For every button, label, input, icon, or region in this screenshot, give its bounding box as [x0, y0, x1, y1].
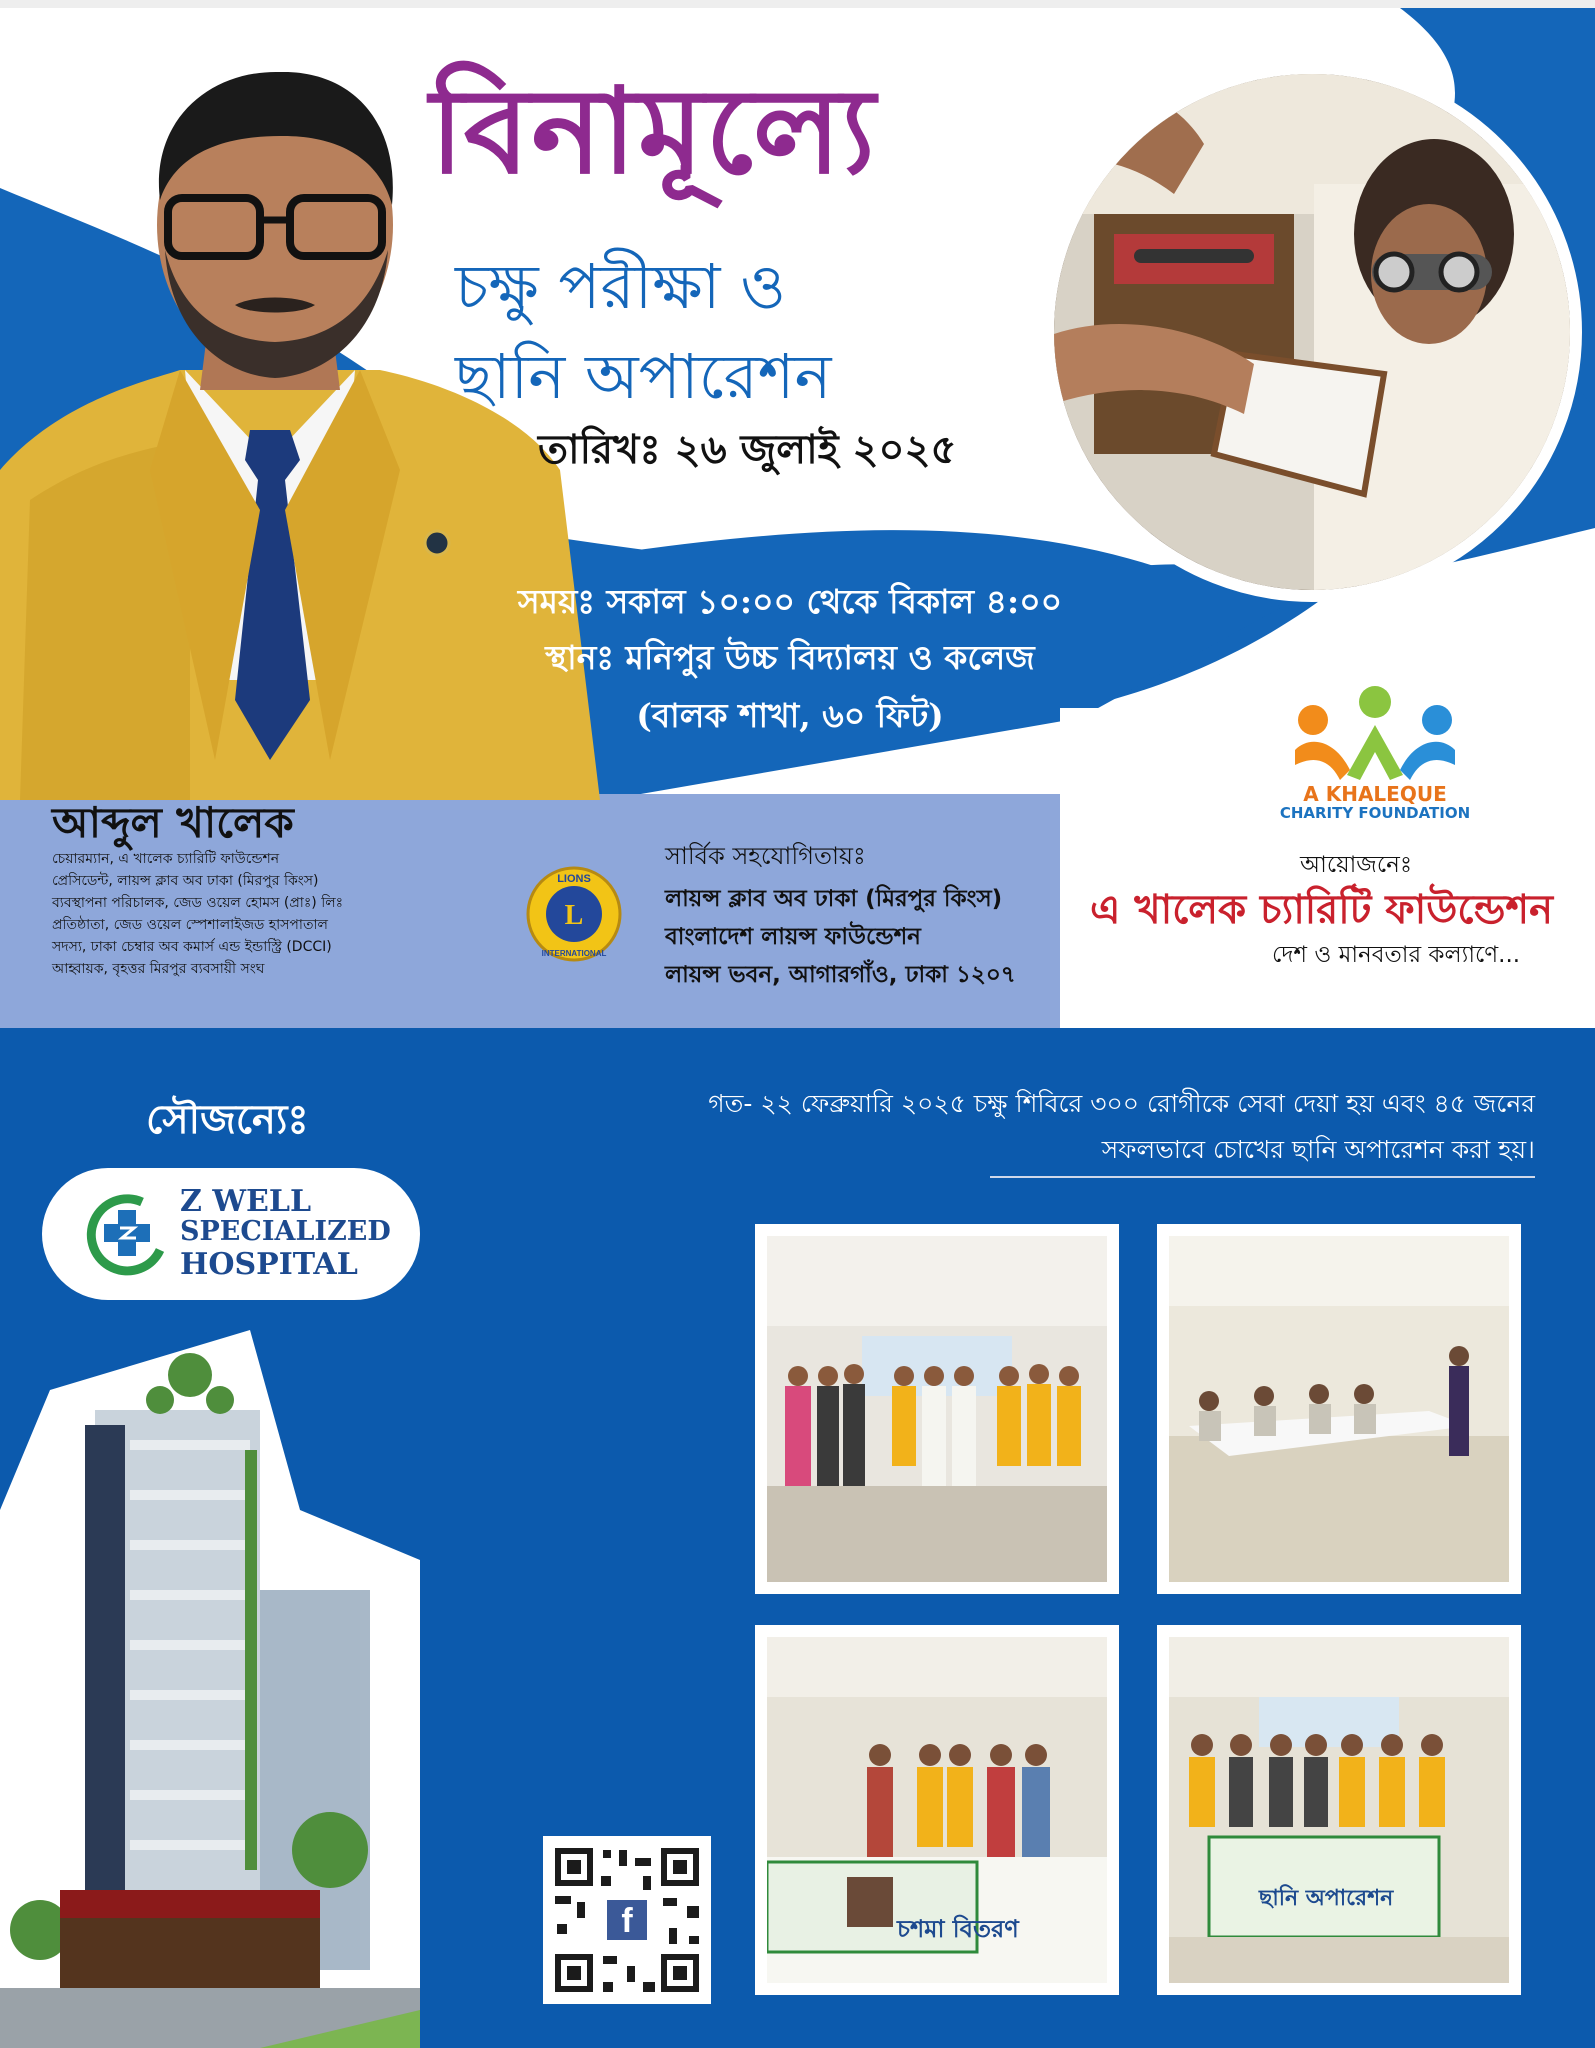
eye-exam-illustration: [1054, 74, 1570, 590]
charity-logo-line1: A KHALEQUE: [1303, 782, 1447, 806]
organizer-label: আয়োজনেঃ: [1300, 852, 1413, 878]
svg-text:LIONS: LIONS: [557, 873, 591, 885]
person-title-5: সদস্য, ঢাকা চেম্বার অব কমার্স এন্ড ইন্ডাস্ট্রি (DCCI): [52, 939, 332, 955]
top-strip: [0, 0, 1595, 8]
lions-international-logo: [522, 862, 626, 966]
support-line-3: লায়ন্স ভবন, আগারগাঁও, ঢাকা ১২০৭: [665, 962, 1016, 988]
hospital-name-line1: Z WELL: [180, 1184, 312, 1219]
svg-text:ছানি অপারেশন: ছানি অপারেশন: [1259, 1885, 1394, 1911]
event-date: তারিখঃ ২৬ জুলাই ২০২৫: [538, 426, 957, 473]
glasses-distribution-illustration: [767, 1637, 1107, 1983]
svg-text:L: L: [564, 900, 584, 931]
person-title-6: আহ্বায়ক, বৃহত্তর মিরপুর ব্যবসায়ী সংঘ: [52, 961, 265, 977]
group-photo-illustration: [767, 1236, 1107, 1582]
charity-logo-line2: CHARITY FOUNDATION: [1279, 804, 1471, 822]
hospital-logo-icon: [82, 1188, 172, 1278]
qr-code-icon[interactable]: [543, 1836, 711, 2004]
svg-text:f: f: [621, 1902, 633, 1940]
ward-photo-illustration: [1169, 1236, 1509, 1582]
svg-text:চশমা বিতরণ: চশমা বিতরণ: [897, 1914, 1019, 1943]
person-title-4: প্রতিষ্ঠাতা, জেড ওয়েল স্পেশালাইজড হাসপাতাল: [52, 917, 328, 933]
person-title-1: চেয়ারম্যান, এ খালেক চ্যারিটি ফাউন্ডেশন: [52, 851, 280, 867]
svg-text:INTERNATIONAL: INTERNATIONAL: [541, 949, 607, 958]
main-title: বিনামূল্যে: [430, 61, 878, 200]
organizer-motto: দেশ ও মানবতার কল্যাণে...: [1272, 942, 1521, 968]
hospital-name-line2: SPECIALIZED: [180, 1216, 391, 1247]
event-photo-2: [1157, 1224, 1521, 1594]
subtitle-cataract: ছানি অপারেশন: [455, 340, 832, 413]
event-photo-1: [755, 1224, 1119, 1594]
hospital-name-line3: HOSPITAL: [180, 1247, 358, 1282]
person-title-2: প্রেসিডেন্ট, লায়ন্স ক্লাব অব ঢাকা (মিরপুর কিংস): [52, 873, 319, 889]
cataract-team-illustration: [1169, 1637, 1509, 1983]
stats-line-1: গত- ২২ ফেব্রুয়ারি ২০২৫ চক্ষু শিবিরে ৩০০ রোগীকে সেবা দেয়া হয় এবং ৪৫ জনের: [708, 1089, 1535, 1118]
subtitle-eye-test: চক্ষু পরীক্ষা ও: [455, 250, 786, 323]
person-title-3: ব্যবস্থাপনা পরিচালক, জেড ওয়েল হোমস (প্রাঃ) লিঃ: [52, 895, 344, 911]
stats-underline: [990, 1176, 1535, 1178]
support-line-2: বাংলাদেশ লায়ন্স ফাউন্ডেশন: [665, 924, 921, 950]
organizer-name: এ খালেক চ্যারিটি ফাউন্ডেশন: [1090, 886, 1553, 933]
stats-line-2: সফলভাবে চোখের ছানি অপারেশন করা হয়।: [1101, 1135, 1535, 1164]
hospital-building-image: [0, 1330, 420, 2048]
event-photo-4: [1157, 1625, 1521, 1995]
support-line-1: লায়ন্স ক্লাব অব ঢাকা (মিরপুর কিংস): [665, 886, 1003, 912]
courtesy-label: সৌজন্যেঃ: [146, 1096, 309, 1143]
event-time: সময়ঃ সকাল ১০:০০ থেকে বিকাল ৪:০০: [517, 582, 1063, 621]
support-label: সার্বিক সহযোগিতায়ঃ: [665, 842, 866, 870]
eye-exam-photo: [1042, 62, 1582, 602]
event-place: স্থানঃ মনিপুর উচ্চ বিদ্যালয় ও কলেজ: [545, 638, 1035, 677]
event-place-detail: (বালক শাখা, ৬০ ফিট): [636, 696, 944, 735]
event-photo-3: [755, 1625, 1119, 1995]
person-name: আব্দুল খালেক: [52, 798, 294, 847]
